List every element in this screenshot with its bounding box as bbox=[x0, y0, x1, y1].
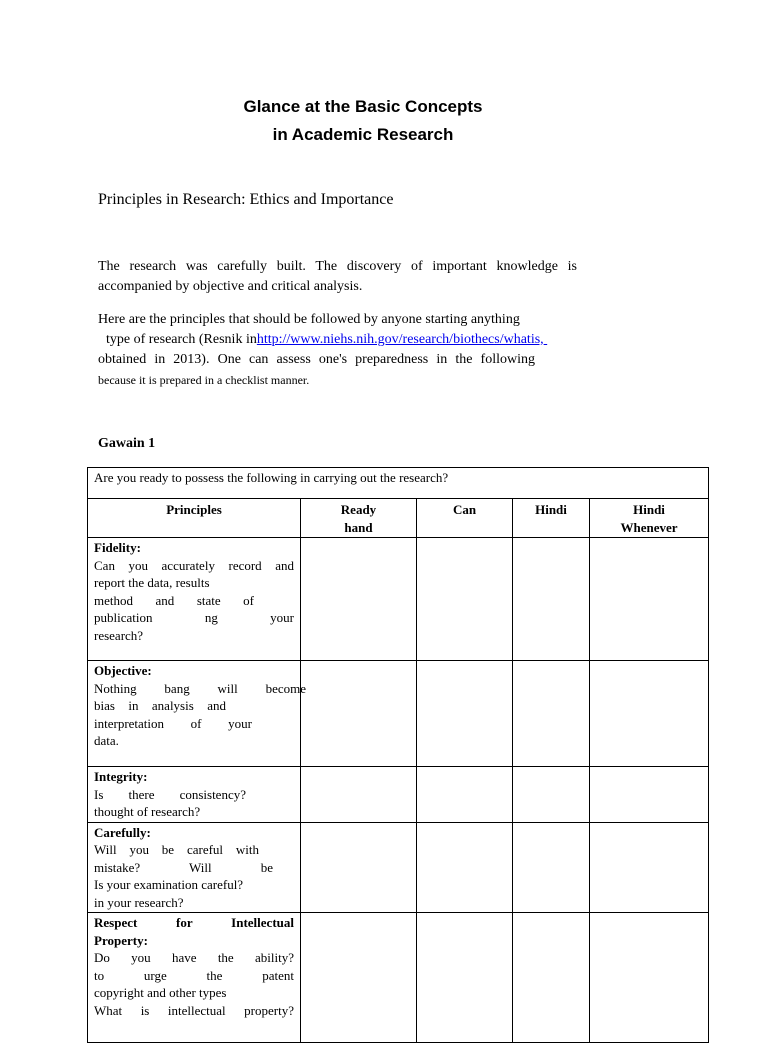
header-row bbox=[88, 499, 709, 538]
checkbox-cell-ready[interactable] bbox=[301, 767, 417, 823]
table-row bbox=[88, 661, 709, 767]
checkbox-cell-hindi[interactable] bbox=[513, 661, 590, 767]
principle-objective: Objective: Nothing bang will become bias in analysis and interpretation of your data. bbox=[88, 661, 301, 767]
checkbox-cell-hindi-whenever[interactable] bbox=[590, 767, 709, 823]
section-subtitle: Principles in Research: Ethics and Importance bbox=[98, 191, 394, 208]
checkbox-cell-hindi-whenever[interactable] bbox=[590, 822, 709, 913]
checkbox-cell-hindi[interactable] bbox=[513, 913, 590, 1043]
checkbox-cell-ready[interactable] bbox=[301, 913, 417, 1043]
checkbox-cell-ready[interactable] bbox=[301, 822, 417, 913]
link-underline-trail bbox=[544, 330, 646, 350]
checkbox-cell-hindi-whenever[interactable] bbox=[590, 661, 709, 767]
checkbox-cell-hindi[interactable] bbox=[513, 822, 590, 913]
checkbox-cell-hindi-whenever[interactable] bbox=[590, 913, 709, 1043]
checkbox-cell-ready[interactable] bbox=[301, 538, 417, 661]
header-hindi: Hindi bbox=[513, 499, 590, 538]
table-row bbox=[88, 822, 709, 913]
header-ready-hand: Ready hand bbox=[301, 499, 417, 538]
principle-carefully: Carefully: Will you be careful with mistake? Will be Is your examination careful? in your research? bbox=[88, 822, 301, 913]
checkbox-cell-can[interactable] bbox=[417, 661, 513, 767]
header-can: Can bbox=[417, 499, 513, 538]
header-hindi-whenever: Hindi Whenever bbox=[590, 499, 709, 538]
table-row bbox=[88, 538, 709, 661]
checkbox-cell-hindi[interactable] bbox=[513, 538, 590, 661]
activity-label: Gawain 1 bbox=[98, 436, 156, 451]
checkbox-cell-can[interactable] bbox=[417, 767, 513, 823]
resnik-link[interactable]: http://www.niehs.nih.gov/research/biothecs/whatis, bbox=[256, 332, 544, 347]
principles-line-2-text: type of research (Resnik in bbox=[106, 332, 257, 347]
principle-integrity: Integrity: Is there consistency? thought of research? bbox=[88, 767, 301, 823]
checkbox-cell-hindi[interactable] bbox=[513, 767, 590, 823]
checkbox-cell-ready[interactable] bbox=[301, 661, 417, 767]
table-row bbox=[88, 913, 709, 1043]
principle-intellectual-property: Respect for Intellectual Property: Do you have the ability? to urge the patent copyright and other types What is intellectual property? bbox=[88, 913, 301, 1043]
principle-fidelity: Fidelity: Can you accurately record and report the data, results method and state of publication ng your research? bbox=[88, 538, 301, 661]
readiness-checklist-table bbox=[87, 467, 709, 1043]
document-title-line-2: in Academic Research bbox=[272, 125, 454, 144]
principles-line-2 bbox=[98, 330, 544, 350]
checklist-question: Are you ready to possess the following in carrying out the research? bbox=[88, 468, 709, 499]
table-row bbox=[88, 767, 709, 823]
document-title-line-1: Glance at the Basic Concepts bbox=[243, 97, 483, 116]
principles-line-4: because it is prepared in a checklist manner. bbox=[98, 373, 310, 387]
checkbox-cell-can[interactable] bbox=[417, 822, 513, 913]
intro-line-2: accompanied by objective and critical analysis. bbox=[98, 279, 363, 294]
intro-paragraph bbox=[98, 257, 577, 297]
question-row bbox=[88, 468, 709, 499]
checkbox-cell-hindi-whenever[interactable] bbox=[590, 538, 709, 661]
principles-line-3: obtained in 2013). One can assess one's preparedness in the following bbox=[98, 352, 535, 367]
checkbox-cell-can[interactable] bbox=[417, 913, 513, 1043]
principles-paragraph bbox=[98, 310, 544, 390]
header-principles: Principles bbox=[88, 499, 301, 538]
principles-line-1: Here are the principles that should be followed by anyone starting anything bbox=[98, 312, 520, 327]
intro-line-1: The research was carefully built. The discovery of important knowledge is bbox=[98, 259, 577, 274]
checkbox-cell-can[interactable] bbox=[417, 538, 513, 661]
